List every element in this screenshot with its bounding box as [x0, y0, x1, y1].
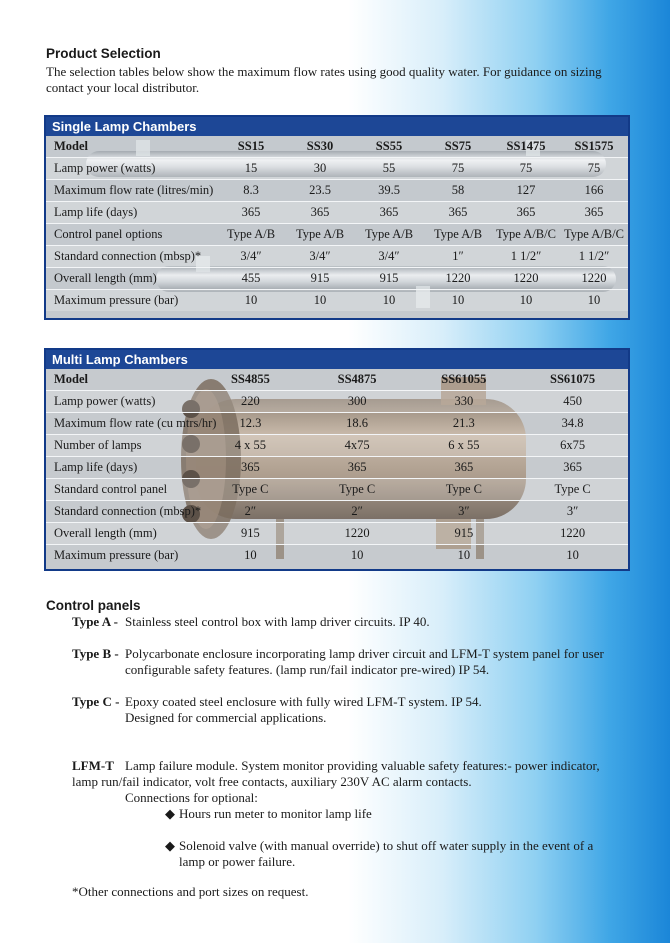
value-cell: 220 [197, 391, 304, 413]
value-cell: SS4875 [337, 372, 377, 386]
value-cell: 75 [492, 158, 560, 180]
value-cell: 12.3 [197, 413, 304, 435]
value-cell: 23.5 [286, 180, 354, 202]
value-cell: 10 [560, 290, 628, 312]
value-cell: 3″ [410, 501, 517, 523]
value-cell: 4 x 55 [197, 435, 304, 457]
row-label-cell: Standard connection (mbsp)* [46, 501, 197, 523]
lfm-description [60, 758, 626, 806]
bullet-solenoid-valve [165, 838, 625, 870]
value-cell: 30 [286, 158, 354, 180]
table-row [46, 268, 628, 290]
row-label-cell: Standard connection (mbsp)* [46, 246, 216, 268]
value-cell: 18.6 [304, 413, 411, 435]
table-header-row [46, 136, 628, 158]
value-cell: SS1475 [506, 139, 546, 153]
product-selection-title: Product Selection [46, 46, 161, 61]
bullet-text: Hours run meter to monitor lamp life [179, 806, 372, 821]
value-cell: 6x75 [517, 435, 628, 457]
value-cell: Type C [304, 479, 411, 501]
value-cell: 127 [492, 180, 560, 202]
row-label-cell: Maximum pressure (bar) [46, 545, 197, 567]
type-c-text-2: Designed for commercial applications. [125, 710, 327, 725]
value-cell: 1220 [424, 268, 492, 290]
row-label-cell: Standard control panel [46, 479, 197, 501]
table-row [46, 246, 628, 268]
row-label-cell: Lamp power (watts) [46, 158, 216, 180]
row-label-cell: Overall length (mm) [46, 268, 216, 290]
value-cell: 915 [410, 523, 517, 545]
table-row [46, 224, 628, 246]
value-cell: 34.8 [517, 413, 628, 435]
value-cell: 166 [560, 180, 628, 202]
single-lamp-table [46, 136, 628, 311]
table-header-row [46, 369, 628, 391]
multi-lamp-title: Multi Lamp Chambers [46, 350, 628, 369]
value-cell: 6 x 55 [410, 435, 517, 457]
multi-lamp-panel [44, 348, 630, 571]
lfm-line-3: Connections for optional: [125, 790, 258, 805]
value-cell: 365 [197, 457, 304, 479]
value-cell: 365 [354, 202, 424, 224]
type-c-text-1: Epoxy coated steel enclosure with fully wired LFM-T system. IP 54. [125, 694, 482, 709]
value-cell: 55 [354, 158, 424, 180]
row-label-cell: Model [54, 139, 89, 153]
value-cell: 10 [354, 290, 424, 312]
value-cell: SS1575 [574, 139, 614, 153]
value-cell: 915 [286, 268, 354, 290]
value-cell: Type C [517, 479, 628, 501]
value-cell: 10 [517, 545, 628, 567]
value-cell: SS61075 [550, 372, 596, 386]
value-cell: 915 [354, 268, 424, 290]
row-label-cell: Model [54, 372, 89, 386]
row-label-cell: Maximum flow rate (litres/min) [46, 180, 216, 202]
value-cell: 10 [197, 545, 304, 567]
value-cell: 3/4″ [216, 246, 286, 268]
table-row [46, 435, 628, 457]
value-cell: 1220 [304, 523, 411, 545]
value-cell: 1220 [560, 268, 628, 290]
value-cell: Type C [410, 479, 517, 501]
lfm-line-1: Lamp failure module. System monitor providing valuable safety features:- power indicator, [125, 758, 600, 773]
value-cell: 1 1/2″ [560, 246, 628, 268]
table-row [46, 413, 628, 435]
bullet-text-2: lamp or power failure. [179, 854, 296, 869]
table-row [46, 180, 628, 202]
type-b-text-2: configurable safety features. (lamp run/fail indicator pre-wired) IP 54. [125, 662, 490, 677]
value-cell: SS61055 [441, 372, 487, 386]
value-cell: 3/4″ [286, 246, 354, 268]
type-a-text: Stainless steel control box with lamp driver circuits. IP 40. [125, 614, 430, 629]
bullet-text-1: Solenoid valve (with manual override) to shut off water supply in the event of a [179, 838, 594, 853]
value-cell: 365 [492, 202, 560, 224]
value-cell: Type A/B [424, 224, 492, 246]
value-cell: 300 [304, 391, 411, 413]
value-cell: 10 [492, 290, 560, 312]
value-cell: Type A/B [286, 224, 354, 246]
type-a-description [60, 614, 626, 630]
value-cell: Type A/B/C [492, 224, 560, 246]
value-cell: 10 [410, 545, 517, 567]
table-row [46, 158, 628, 180]
value-cell: 1220 [492, 268, 560, 290]
value-cell: 75 [424, 158, 492, 180]
lfm-key: LFM-T [72, 758, 114, 773]
value-cell: Type A/B [354, 224, 424, 246]
value-cell: 39.5 [354, 180, 424, 202]
value-cell: 365 [517, 457, 628, 479]
type-c-description [60, 694, 626, 726]
value-cell: 3/4″ [354, 246, 424, 268]
value-cell: 15 [216, 158, 286, 180]
row-label-cell: Number of lamps [46, 435, 197, 457]
table-row [46, 523, 628, 545]
value-cell: Type A/B/C [560, 224, 628, 246]
value-cell: 915 [197, 523, 304, 545]
selection-intro: The selection tables below show the maximum flow rates using good quality water. For guidance on sizing contact your local distributor. [46, 64, 602, 95]
table-row [46, 457, 628, 479]
footnote: *Other connections and port sizes on request. [72, 884, 309, 899]
diamond-bullet-icon: ◆ [165, 806, 175, 821]
value-cell: 2″ [197, 501, 304, 523]
bullet-hours-meter [165, 806, 625, 822]
type-b-key: Type B - [72, 646, 119, 661]
multi-lamp-table [46, 369, 628, 566]
row-label-cell: Overall length (mm) [46, 523, 197, 545]
value-cell: 10 [216, 290, 286, 312]
value-cell: 1″ [424, 246, 492, 268]
value-cell: SS15 [237, 139, 265, 153]
value-cell: 21.3 [410, 413, 517, 435]
value-cell: 75 [560, 158, 628, 180]
value-cell: 4x75 [304, 435, 411, 457]
row-label-cell: Lamp life (days) [46, 202, 216, 224]
table-row [46, 202, 628, 224]
row-label-cell: Lamp power (watts) [46, 391, 197, 413]
type-a-key: Type A - [72, 614, 118, 629]
row-label-cell: Maximum pressure (bar) [46, 290, 216, 312]
value-cell: 330 [410, 391, 517, 413]
value-cell: 10 [304, 545, 411, 567]
row-label-cell: Control panel options [46, 224, 216, 246]
value-cell: 10 [424, 290, 492, 312]
value-cell: 365 [216, 202, 286, 224]
row-label-cell: Maximum flow rate (cu mtrs/hr) [46, 413, 197, 435]
value-cell: SS30 [306, 139, 334, 153]
value-cell: 365 [424, 202, 492, 224]
value-cell: 365 [560, 202, 628, 224]
value-cell: SS55 [375, 139, 403, 153]
lfm-line-2: lamp run/fail indicator, volt free contacts, auxiliary 230V AC alarm contacts. [72, 774, 472, 789]
table-row [46, 545, 628, 567]
value-cell: 365 [304, 457, 411, 479]
value-cell: Type A/B [216, 224, 286, 246]
value-cell: Type C [197, 479, 304, 501]
value-cell: SS4855 [230, 372, 270, 386]
value-cell: 455 [216, 268, 286, 290]
table-row [46, 391, 628, 413]
row-label-cell: Lamp life (days) [46, 457, 197, 479]
value-cell: 365 [410, 457, 517, 479]
value-cell: 450 [517, 391, 628, 413]
single-lamp-panel [44, 115, 630, 320]
value-cell: 10 [286, 290, 354, 312]
value-cell: 365 [286, 202, 354, 224]
value-cell: 1220 [517, 523, 628, 545]
table-row [46, 501, 628, 523]
type-c-key: Type C - [72, 694, 120, 709]
table-row [46, 290, 628, 312]
value-cell: 2″ [304, 501, 411, 523]
type-b-text-1: Polycarbonate enclosure incorporating lamp driver circuit and LFM-T system panel for user [125, 646, 604, 661]
value-cell: 8.3 [216, 180, 286, 202]
value-cell: 58 [424, 180, 492, 202]
type-b-description [60, 646, 626, 678]
value-cell: 1 1/2″ [492, 246, 560, 268]
control-panels-title: Control panels [46, 598, 141, 613]
table-row [46, 479, 628, 501]
value-cell: 3″ [517, 501, 628, 523]
diamond-bullet-icon: ◆ [165, 838, 175, 853]
single-lamp-title: Single Lamp Chambers [46, 117, 628, 136]
value-cell: SS75 [444, 139, 472, 153]
